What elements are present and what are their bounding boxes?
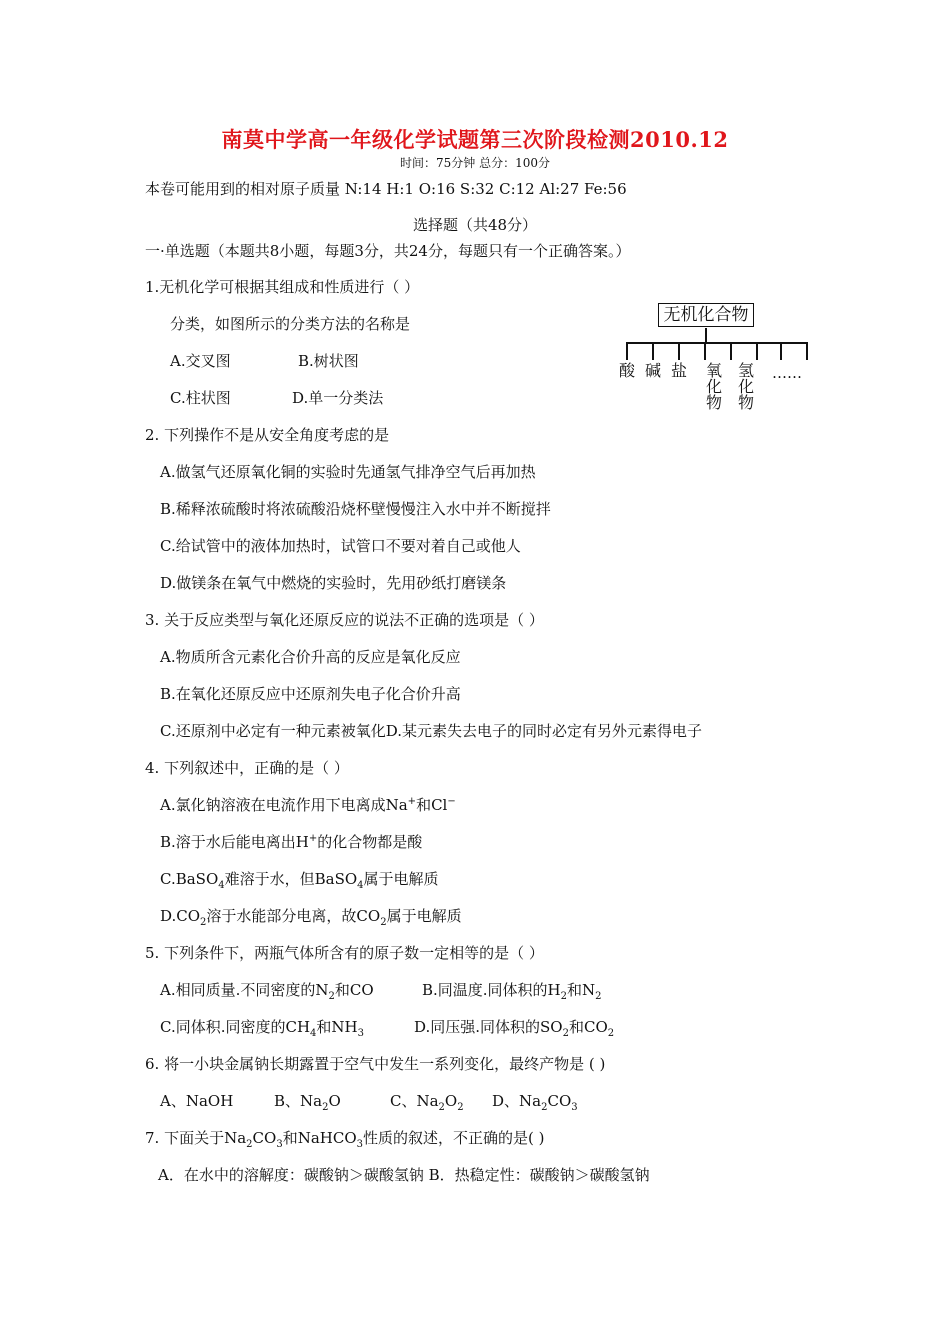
atomic-mass-line: 本卷可能用到的相对原子质量 N:14 H:1 O:16 S:32 C:12 Al:27 Fe:56 — [145, 180, 627, 198]
q3-stem: 3. 关于反应类型与氧化还原反应的说法不正确的选项是（ ） — [145, 611, 544, 629]
tree-branch-2 — [652, 342, 654, 360]
q3-option-b: B.在氧化还原反应中还原剂失电子化合价升高 — [160, 685, 461, 703]
q4-option-d: $D.CO_2$溶于水能部分电离，故$CO_2$属于电解质 — [160, 907, 462, 928]
tree-branch-6 — [756, 342, 758, 360]
q2-stem: 2. 下列操作不是从安全角度考虑的是 — [145, 426, 390, 444]
q4-option-b: B.溶于水后能电离出H+的化合物都是酸 — [160, 833, 423, 851]
q1-option-b: B.树状图 — [298, 352, 359, 370]
q1-option-c: C.柱状图 — [170, 389, 231, 407]
q2-option-d: D.做镁条在氧气中燃烧的实验时，先用砂纸打磨镁条 — [160, 574, 507, 592]
exam-time-info: 时间：75分钟 总分：100分 — [400, 156, 550, 170]
tree-root-connector — [705, 328, 707, 342]
q1-option-d: D.单一分类法 — [292, 389, 384, 407]
q2-option-b: B.稀释浓硫酸时将浓硫酸沿烧杯壁慢慢注入水中并不断搅拌 — [160, 500, 551, 518]
tree-category-hydride: 氢化物 — [737, 361, 754, 412]
q2-option-a: A.做氢气还原氧化铜的实验时先通氢气排净空气后再加热 — [160, 463, 536, 481]
q6-option-b: B、$Na_2O$ — [274, 1092, 341, 1113]
tree-category-oxide: 氧化物 — [705, 361, 722, 412]
tree-category-ellipsis: …… — [772, 364, 802, 382]
classification-tree-diagram — [614, 300, 814, 420]
tree-category-salt: 盐 — [670, 361, 687, 380]
q2-option-c: C.给试管中的液体加热时，试管口不要对着自己或他人 — [160, 537, 521, 555]
q5-option-a: A.相同质量.不同密度的$N_2$和CO — [160, 981, 374, 1002]
q6-option-a: A、NaOH — [160, 1092, 234, 1110]
section-title: 选择题（共48分） — [412, 216, 538, 234]
q6-stem: 6. 将一小块金属钠长期露置于空气中发生一系列变化，最终产物是 ( ) — [145, 1055, 606, 1073]
q7-stem: 7. 下面关于$Na_2CO_3$和NaHCO$_3$性质的叙述，不正确的是( ) — [145, 1129, 545, 1150]
q5-option-d: D.同压强.同体积的$SO_2$和$CO_2$ — [414, 1018, 615, 1039]
q6-option-c: C、$Na_2O_2$ — [390, 1092, 464, 1113]
q1-option-a: A.交叉图 — [170, 352, 231, 370]
tree-branch-1 — [626, 342, 628, 360]
tree-branch-7 — [780, 342, 782, 360]
q4-option-a: A.氯化钠溶液在电流作用下电离成Na+和Cl− — [160, 796, 456, 814]
page-title: 南莫中学高一年级化学试题第三次阶段检测2010.12 — [221, 127, 729, 152]
q7-option-ab: A．在水中的溶解度：碳酸钠＞碳酸氢钠 B．热稳定性：碳酸钠＞碳酸氢钠 — [158, 1166, 650, 1184]
q3-option-a: A.物质所含元素化合价升高的反应是氧化反应 — [160, 648, 461, 666]
section-instructions: 一·单选题（本题共8小题，每题3分，共24分，每题只有一个正确答案。） — [145, 242, 631, 260]
q4-option-c: C.BaSO$_4$难溶于水，但BaSO$_4$属于电解质 — [160, 870, 439, 891]
tree-category-acid: 酸 — [618, 361, 635, 380]
q4-stem: 4. 下列叙述中，正确的是（ ） — [145, 759, 349, 777]
q5-stem: 5. 下列条件下，两瓶气体所含有的原子数一定相等的是（ ） — [145, 944, 544, 962]
q6-option-d: D、$Na_2CO_3$ — [492, 1092, 578, 1113]
tree-branch-3 — [678, 342, 680, 360]
q1-stem-2: 分类，如图所示的分类方法的名称是 — [170, 315, 411, 333]
tree-root-box: 无机化合物 — [658, 303, 754, 327]
q3-option-cd: C.还原剂中必定有一种元素被氧化D.某元素失去电子的同时必定有另外元素得电子 — [160, 722, 702, 740]
q5-option-b: B.同温度.同体积的$H_2$和$N_2$ — [422, 981, 602, 1002]
tree-category-base: 碱 — [644, 361, 661, 380]
tree-branch-5 — [730, 342, 732, 360]
tree-branch-8 — [806, 342, 808, 360]
q1-stem: 1.无机化学可根据其组成和性质进行（ ） — [145, 278, 420, 296]
tree-branch-4 — [704, 342, 706, 360]
q5-option-c: C.同体积.同密度的$CH_4$和$NH_3$ — [160, 1018, 365, 1039]
